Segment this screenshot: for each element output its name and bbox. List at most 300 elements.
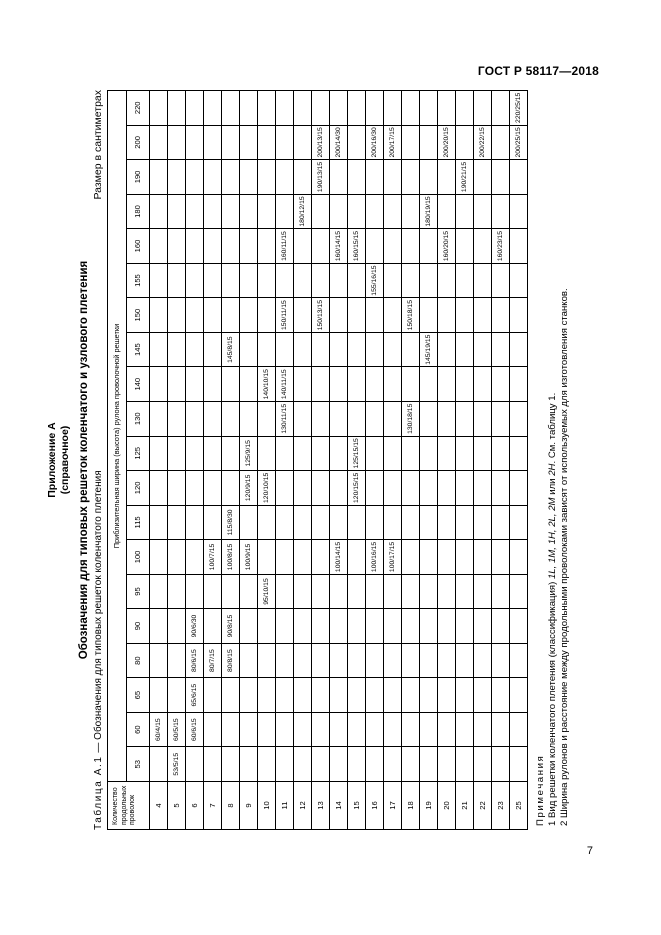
designation-cell [402, 574, 420, 609]
designation-cell [186, 436, 204, 471]
designation-cell [204, 229, 222, 264]
designation-cell [402, 91, 420, 126]
table-caption-row [92, 90, 104, 830]
designation-cell [204, 609, 222, 644]
designation-cell [402, 643, 420, 678]
designation-cell [384, 194, 402, 229]
table-row [240, 91, 258, 830]
designation-cell [276, 747, 294, 782]
designation-cell [240, 229, 258, 264]
designation-cell [510, 436, 528, 471]
designation-cell [348, 609, 366, 644]
designation-cell: 100/7/15 [204, 540, 222, 575]
designation-cell [258, 263, 276, 298]
designation-cell: 160/23/15 [492, 229, 510, 264]
designation-cell [348, 91, 366, 126]
designation-cell [438, 747, 456, 782]
designation-cell [420, 540, 438, 575]
designation-cell [204, 401, 222, 436]
designation-cell [276, 471, 294, 506]
width-header-190: 190 [127, 160, 150, 195]
designation-cell [510, 712, 528, 747]
page-number: 7 [586, 845, 593, 857]
designation-cell: 60/4/15 [150, 712, 168, 747]
designation-cell [492, 436, 510, 471]
designation-cell [456, 263, 474, 298]
designation-cell [420, 229, 438, 264]
designation-cell [456, 91, 474, 126]
designation-cell [330, 194, 348, 229]
designation-cell [204, 712, 222, 747]
designation-cell: 120/10/15 [258, 471, 276, 506]
designation-cell [204, 298, 222, 333]
designation-cell [294, 263, 312, 298]
designation-cell [366, 574, 384, 609]
table-caption [93, 470, 104, 830]
designation-cell [186, 160, 204, 195]
designation-cell [258, 505, 276, 540]
designation-cell [312, 574, 330, 609]
designation-cell [474, 643, 492, 678]
note-1-codes: 1L, 1M, 1H, 2L, 2M [547, 497, 558, 580]
designation-cell [366, 160, 384, 195]
designation-cell: 200/20/15 [438, 125, 456, 160]
designation-cell [384, 712, 402, 747]
designation-cell [312, 609, 330, 644]
designation-cell [510, 678, 528, 713]
designation-cell [420, 91, 438, 126]
designation-cell [492, 160, 510, 195]
designation-cell [168, 125, 186, 160]
designation-cell [168, 160, 186, 195]
designation-cell: 200/16/30 [366, 125, 384, 160]
designation-cell [204, 574, 222, 609]
designation-cell [456, 298, 474, 333]
designation-cell [420, 125, 438, 160]
designation-cell [330, 505, 348, 540]
designation-cell [312, 401, 330, 436]
designation-cell [240, 678, 258, 713]
designation-cell: 65/6/15 [186, 678, 204, 713]
designation-cell: 200/22/15 [474, 125, 492, 160]
designation-cell [348, 332, 366, 367]
designation-cell [276, 91, 294, 126]
designation-cell [492, 643, 510, 678]
designation-cell [330, 747, 348, 782]
designation-cell [294, 747, 312, 782]
designation-cell [438, 401, 456, 436]
designation-cell [312, 505, 330, 540]
designation-cell [168, 471, 186, 506]
designation-cell: 90/8/15 [222, 609, 240, 644]
designation-cell [312, 540, 330, 575]
designation-cell [294, 160, 312, 195]
designation-cell: 200/14/30 [330, 125, 348, 160]
designation-cell [402, 712, 420, 747]
designation-cell [384, 91, 402, 126]
table-row [222, 91, 240, 830]
wire-count-cell: 9 [240, 782, 258, 830]
designation-cell [402, 367, 420, 402]
designation-cell [474, 401, 492, 436]
note-1-prefix: 1 Вид решетки коленчатого плетения (классификация) [547, 579, 558, 826]
designation-cell [420, 678, 438, 713]
designation-cell [276, 540, 294, 575]
designation-cell: 115/8/30 [222, 505, 240, 540]
designation-cell [438, 194, 456, 229]
designation-cell [420, 436, 438, 471]
designation-cell [420, 160, 438, 195]
designation-cell [348, 505, 366, 540]
designation-cell [402, 332, 420, 367]
designation-cell [474, 298, 492, 333]
designation-cell [384, 229, 402, 264]
designation-cell [348, 747, 366, 782]
table-row [150, 91, 168, 830]
designation-cell [150, 229, 168, 264]
designation-cell [186, 401, 204, 436]
table-row [294, 91, 312, 830]
designation-cell [168, 229, 186, 264]
width-header-53: 53 [127, 747, 150, 782]
designation-cell [168, 643, 186, 678]
width-header-115: 115 [127, 505, 150, 540]
designation-cell [510, 160, 528, 195]
designation-cell [474, 712, 492, 747]
note-1-suffix: . См. таблицу 1. [547, 392, 558, 464]
note-1 [547, 90, 559, 826]
designation-cell [204, 367, 222, 402]
notes-heading: Примечания [535, 754, 546, 826]
designation-cell [492, 505, 510, 540]
designation-cell [222, 298, 240, 333]
designation-cell [186, 125, 204, 160]
designation-cell [168, 367, 186, 402]
designation-cell [186, 298, 204, 333]
designation-cell [402, 747, 420, 782]
designation-cell [348, 712, 366, 747]
designation-cell [348, 160, 366, 195]
designation-cell [186, 505, 204, 540]
designation-cell [312, 367, 330, 402]
designation-cell [150, 125, 168, 160]
wire-count-cell: 23 [492, 782, 510, 830]
designation-cell [384, 263, 402, 298]
designation-cell [150, 298, 168, 333]
designation-cell [402, 229, 420, 264]
width-header-90: 90 [127, 609, 150, 644]
designation-cell [492, 332, 510, 367]
designation-cell: 120/15/15 [348, 471, 366, 506]
designation-cell [258, 298, 276, 333]
designation-cell [438, 712, 456, 747]
designation-cell [330, 436, 348, 471]
designation-cell [402, 263, 420, 298]
designation-cell [240, 712, 258, 747]
designation-cell [168, 263, 186, 298]
designation-cell [150, 747, 168, 782]
designation-cell [384, 436, 402, 471]
designation-cell [492, 678, 510, 713]
table-header-row [108, 91, 127, 830]
designation-cell [474, 540, 492, 575]
designation-cell [294, 125, 312, 160]
designation-cell: 200/17/15 [384, 125, 402, 160]
designation-cell [186, 471, 204, 506]
designation-cell [492, 263, 510, 298]
appendix-subtitle: (справочное) [59, 425, 71, 495]
width-header-180: 180 [127, 194, 150, 229]
designation-cell [456, 332, 474, 367]
wire-count-cell: 14 [330, 782, 348, 830]
designation-cell [294, 574, 312, 609]
designation-cell [492, 298, 510, 333]
designation-cell: 155/16/15 [366, 263, 384, 298]
designation-cell [204, 125, 222, 160]
designation-cell [384, 298, 402, 333]
designation-cell [510, 298, 528, 333]
designation-cell [402, 160, 420, 195]
table-row [276, 91, 294, 830]
designation-cell [492, 401, 510, 436]
note-2: 2 Ширина рулонов и расстояние между продольными проволоками зависят от используемых для изготовления станков. [559, 288, 570, 826]
designation-cell: 120/9/15 [240, 471, 258, 506]
designation-cell [438, 263, 456, 298]
width-header-80: 80 [127, 643, 150, 678]
designation-cell [510, 332, 528, 367]
designation-cell: 100/17/15 [384, 540, 402, 575]
wire-count-cell: 5 [168, 782, 186, 830]
designation-cell [384, 678, 402, 713]
designation-cell [438, 643, 456, 678]
designation-cell [276, 712, 294, 747]
designation-cell [240, 643, 258, 678]
designation-cell [456, 643, 474, 678]
designation-cell: 180/12/15 [294, 194, 312, 229]
designation-cell [150, 194, 168, 229]
designation-cell [186, 367, 204, 402]
designation-cell [294, 401, 312, 436]
designation-cell [456, 125, 474, 160]
designation-cell [168, 298, 186, 333]
designation-cell [474, 678, 492, 713]
designation-cell [150, 367, 168, 402]
designation-cell: 140/10/15 [258, 367, 276, 402]
designation-cell [276, 643, 294, 678]
designation-cell [474, 505, 492, 540]
designation-cell [330, 367, 348, 402]
designation-cell [348, 574, 366, 609]
designation-cell: 150/13/15 [312, 298, 330, 333]
designation-cell [348, 678, 366, 713]
designation-cell [348, 367, 366, 402]
designation-cell [294, 505, 312, 540]
designation-cell: 190/13/15 [312, 160, 330, 195]
designation-cell [294, 678, 312, 713]
designation-cell [222, 229, 240, 264]
designation-cell [168, 194, 186, 229]
designation-cell [294, 471, 312, 506]
designation-cell [510, 609, 528, 644]
designation-cell [186, 747, 204, 782]
designation-cell [186, 194, 204, 229]
designation-cell [204, 471, 222, 506]
designation-cell: 53/5/15 [168, 747, 186, 782]
designation-cell [204, 263, 222, 298]
designation-cell [222, 160, 240, 195]
designation-cell: 90/6/30 [186, 609, 204, 644]
designation-cell [474, 160, 492, 195]
table-row [312, 91, 330, 830]
designation-cell: 200/13/15 [312, 125, 330, 160]
designation-cell [150, 160, 168, 195]
wire-count-cell: 15 [348, 782, 366, 830]
designation-cell [186, 540, 204, 575]
designation-cell [258, 712, 276, 747]
designation-cell [474, 436, 492, 471]
wire-count-cell: 19 [420, 782, 438, 830]
wire-count-cell: 21 [456, 782, 474, 830]
designation-cell [420, 712, 438, 747]
wire-count-cell: 11 [276, 782, 294, 830]
designation-cell [420, 263, 438, 298]
designation-cell [204, 747, 222, 782]
table-row [168, 91, 186, 830]
designation-cell [330, 332, 348, 367]
designation-cell [438, 471, 456, 506]
designation-cell [456, 678, 474, 713]
designation-cell [222, 367, 240, 402]
designation-cell [204, 436, 222, 471]
designation-cell [456, 540, 474, 575]
wire-count-cell: 22 [474, 782, 492, 830]
wire-count-cell: 17 [384, 782, 402, 830]
designation-cell: 100/9/15 [240, 540, 258, 575]
table-row [348, 91, 366, 830]
designation-cell [384, 160, 402, 195]
designation-cell [492, 609, 510, 644]
designation-cell [474, 263, 492, 298]
table-caption-label: Таблица А.1 [93, 755, 104, 830]
designation-cell [294, 540, 312, 575]
designation-cell [294, 436, 312, 471]
designation-cell [312, 747, 330, 782]
designation-cell [330, 471, 348, 506]
designation-cell [330, 574, 348, 609]
table-caption-text: — Обозначения для типовых решеток коленчатого плетения [93, 470, 104, 756]
designation-cell: 80/8/15 [222, 643, 240, 678]
designation-cell [240, 160, 258, 195]
designation-cell [150, 643, 168, 678]
designation-cell [150, 609, 168, 644]
width-values-row [127, 91, 150, 830]
designation-cell: 160/14/15 [330, 229, 348, 264]
designation-cell [420, 401, 438, 436]
wire-count-cell: 10 [258, 782, 276, 830]
designation-cell [438, 540, 456, 575]
designation-cell [456, 574, 474, 609]
designation-cell [366, 471, 384, 506]
designation-cell [492, 747, 510, 782]
width-header-95: 95 [127, 574, 150, 609]
designation-cell [222, 747, 240, 782]
designation-cell [384, 747, 402, 782]
designation-cell [510, 540, 528, 575]
designation-cell [222, 471, 240, 506]
table-row [366, 91, 384, 830]
designation-cell [366, 229, 384, 264]
designation-cell [474, 367, 492, 402]
designation-cell [276, 436, 294, 471]
designation-cell [222, 678, 240, 713]
designation-cell [330, 643, 348, 678]
designation-cell [312, 436, 330, 471]
designation-cell [492, 125, 510, 160]
designation-cell [240, 263, 258, 298]
designation-cell [510, 505, 528, 540]
designation-cell [366, 436, 384, 471]
wire-count-cell: 8 [222, 782, 240, 830]
designation-cell: 160/11/15 [276, 229, 294, 264]
designation-cell [186, 229, 204, 264]
designation-cell [240, 609, 258, 644]
designation-cell [168, 678, 186, 713]
designation-cell [384, 367, 402, 402]
note-1-code-last: 2H [547, 463, 558, 476]
designation-cell [168, 401, 186, 436]
designation-cell [222, 194, 240, 229]
designation-cell [456, 229, 474, 264]
designation-cell [204, 91, 222, 126]
designation-cell [150, 471, 168, 506]
designation-cell: 150/11/15 [276, 298, 294, 333]
designation-cell [348, 194, 366, 229]
designation-cell [240, 505, 258, 540]
designation-cell [168, 91, 186, 126]
designation-cell [222, 91, 240, 126]
designation-cell [150, 263, 168, 298]
designation-cell [420, 367, 438, 402]
designation-cell [384, 471, 402, 506]
designation-cell [258, 747, 276, 782]
width-header-100: 100 [127, 540, 150, 575]
designation-cell [384, 401, 402, 436]
designation-cell: 100/8/15 [222, 540, 240, 575]
wire-count-cell: 16 [366, 782, 384, 830]
designation-cell [204, 160, 222, 195]
designation-cell [294, 229, 312, 264]
designation-cell [168, 436, 186, 471]
designation-cell [150, 401, 168, 436]
designation-cell [258, 91, 276, 126]
wire-count-cell: 25 [510, 782, 528, 830]
width-header-155: 155 [127, 263, 150, 298]
designation-cell [186, 263, 204, 298]
table-row [384, 91, 402, 830]
designation-cell [402, 609, 420, 644]
designation-cell [294, 367, 312, 402]
designation-cell [204, 194, 222, 229]
designation-cell [420, 609, 438, 644]
table-row [402, 91, 420, 830]
designation-cell [150, 678, 168, 713]
designation-cell [150, 436, 168, 471]
designation-cell [402, 505, 420, 540]
width-header-60: 60 [127, 712, 150, 747]
designation-cell [168, 609, 186, 644]
designation-cell [474, 229, 492, 264]
designation-cell [510, 194, 528, 229]
